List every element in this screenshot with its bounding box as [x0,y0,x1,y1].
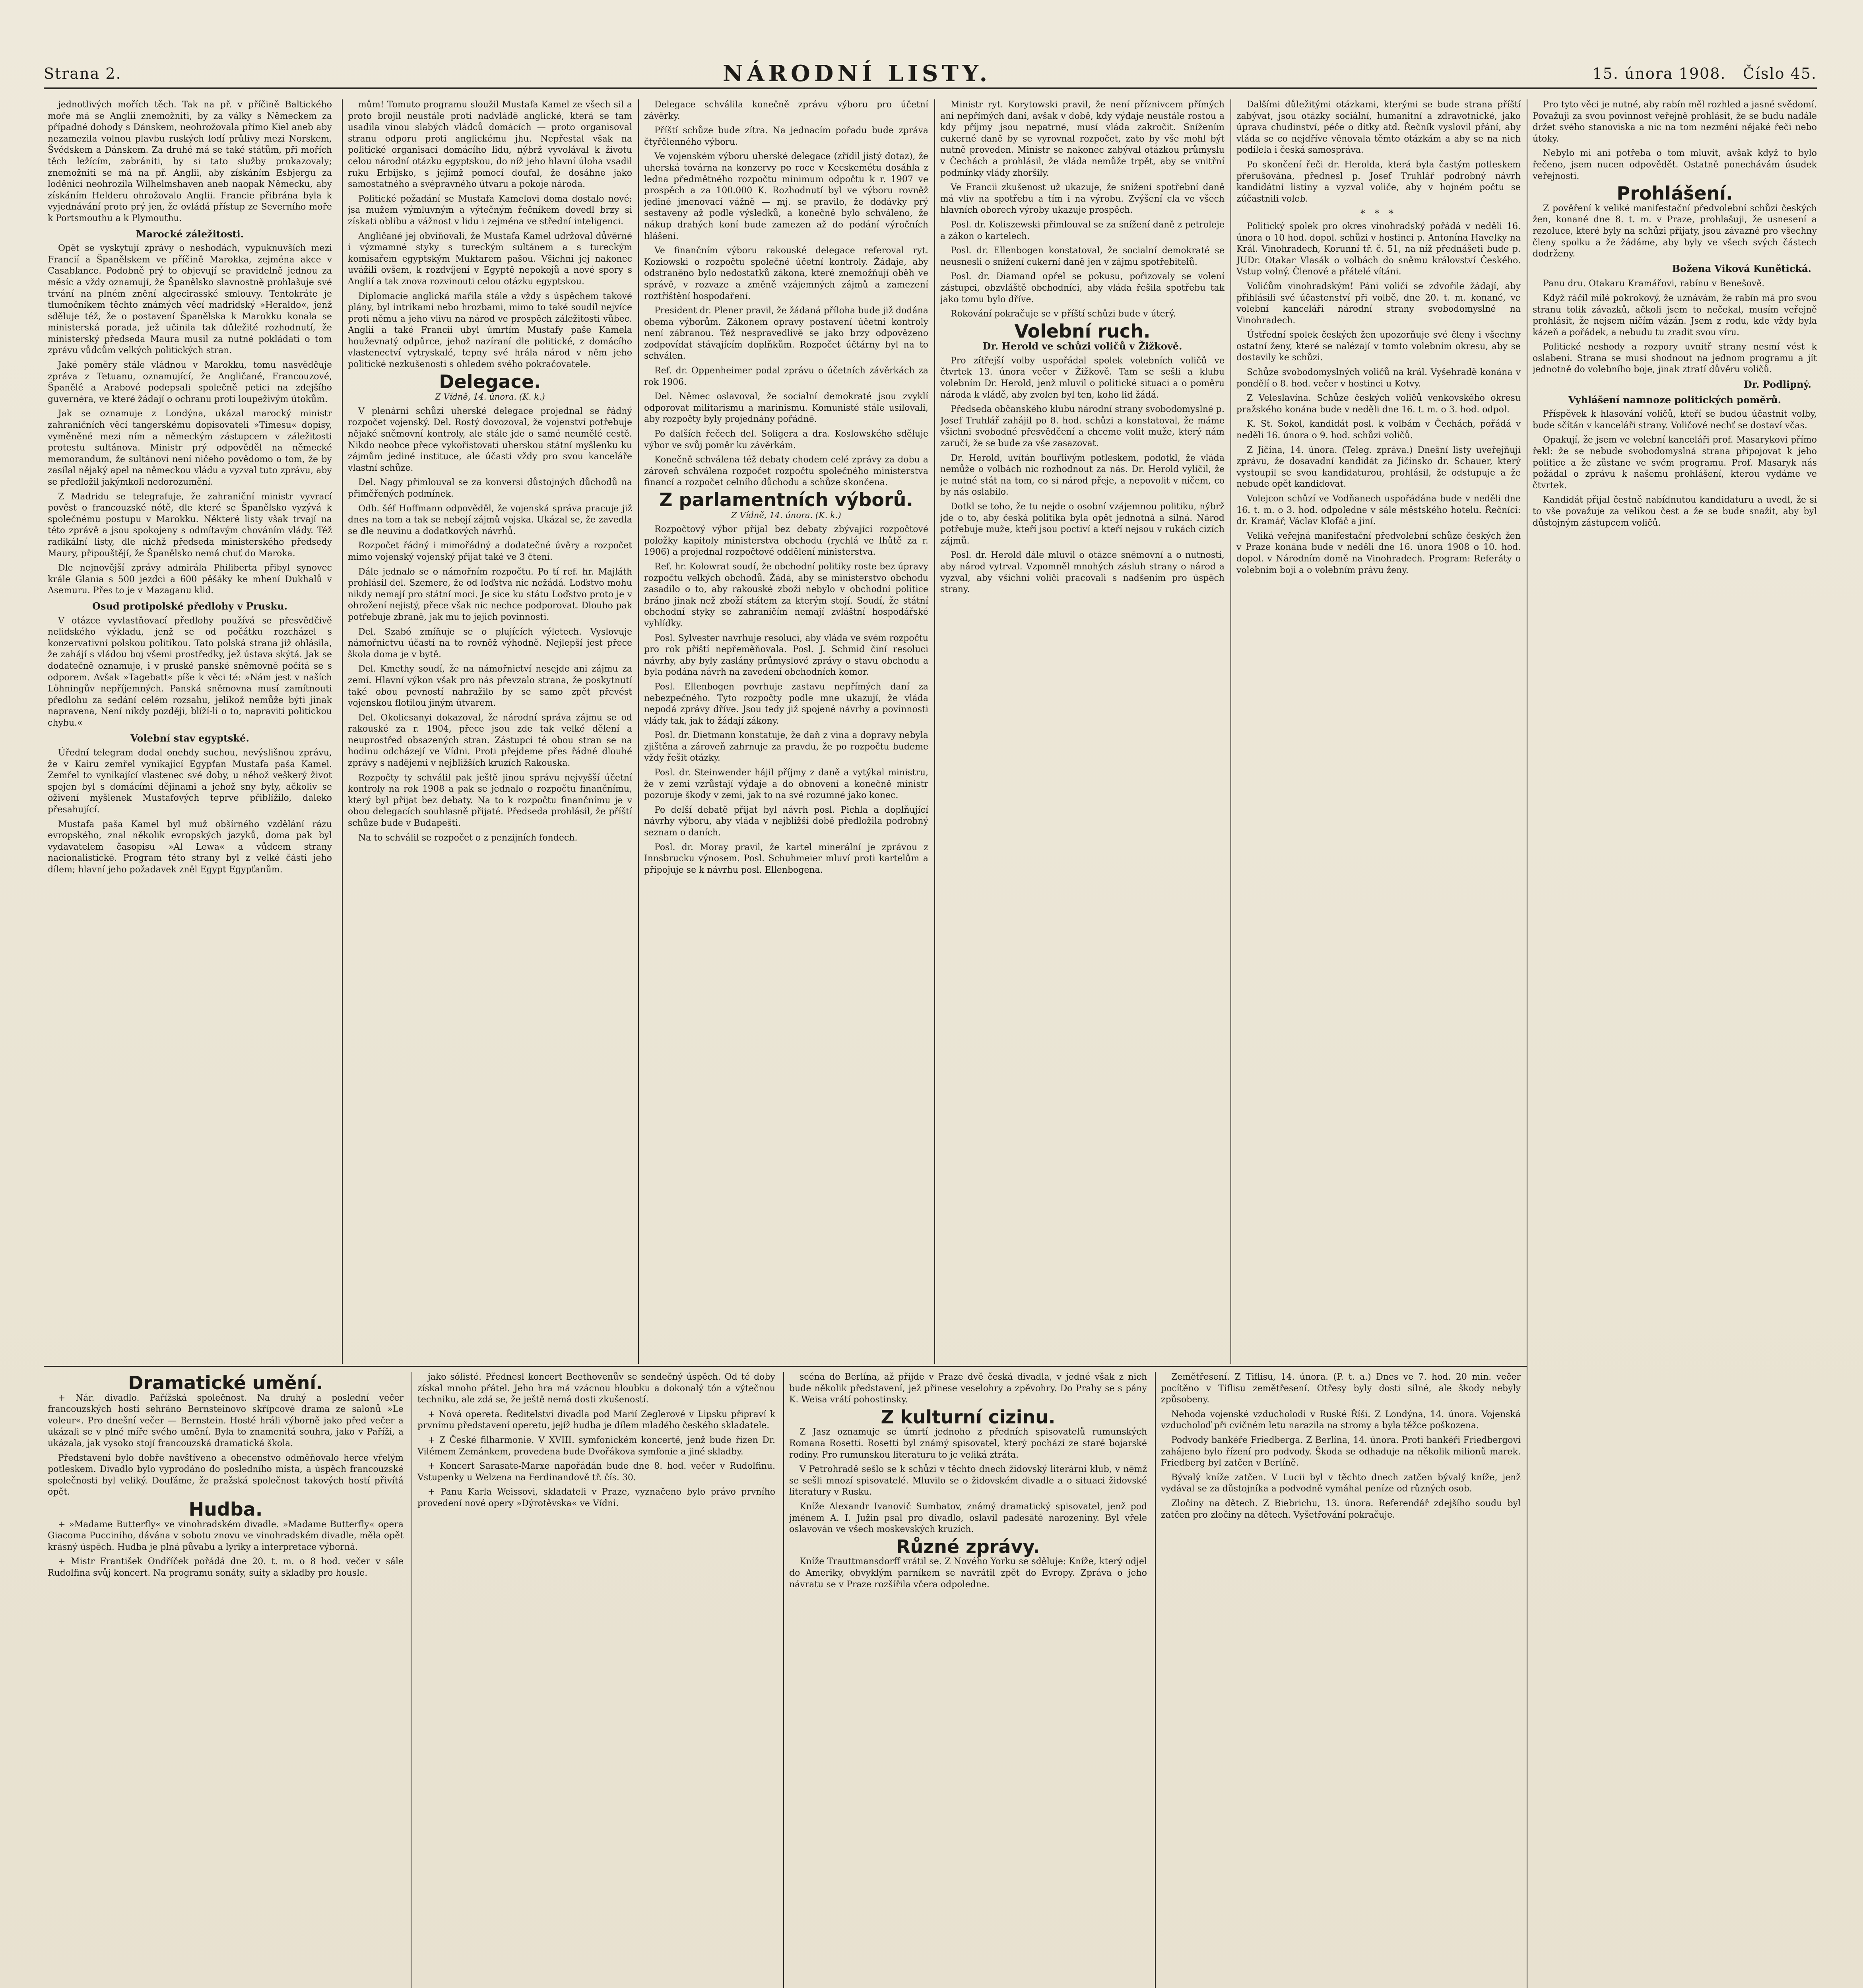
paragraph: Zemětřesení. Z Tiflisu, 14. února. (P. t. a.) Dnes ve 7. hod. 20 min. večer pocítěno v Tiflisu zemětřesení. Otřesy byly dosti silné, ale škody nebyly způsobeny. [1161,1372,1521,1405]
paragraph: Mustafa paša Kamel byl muž obšírného vzdělání rázu evropského, znal několik evropských jazyků, doma pak byl vydavatelem časopisu »Al Lewa« a vůdcem strany nacionalistické. Program této strany byl z velké části jeho dílem; hlavní jeho požadavek zněl Egypt Egypťanům. [48,819,332,875]
paragraph: Posl. dr. Ellenbogen konstatoval, že socialní demokraté se neusnesli o snížení cukerní daně jen v zájmu spotřebitelů. [940,246,1225,267]
paragraph: Odb. šéf Hoffmann odpověděl, že vojenská správa pracuje již dnes na tom a tak se nebojí zájmů vojska. Ukázal se, že zavedla se dle neuvinu a dodatkových návrhů. [348,503,632,536]
paragraph: Po skončení řeči dr. Herolda, která byla častým potleskem přerušována, přednesl p. Josef Truhlář podrobný návrh kandidátní listiny a vyzval voliče, aby v hojném počtu se zúčastnili voleb. [1236,159,1521,204]
paragraph: + Panu Karla Weissovi, skladateli v Praze, vyznačeno bylo právo prvního provedení nové opery »Dýrotěvska« ve Vídni. [417,1487,775,1508]
paragraph: Jaké poměry stále vládnou v Marokku, tomu nasvědčuje zpráva z Tetuanu, oznamující, že Angličané, Francouzové, Španělé a Arabové podepsali společně petici na zdejšího guvernéra, ve které žádají o ochranu proti loupeživým útokům. [48,360,332,404]
section-heading: Marocké záležitosti. [136,228,244,240]
column-rule [638,99,639,1364]
paragraph: Kníže Trauttmansdorff vrátil se. Z Nového Yorku se sděluje: Kníže, který odjel do Ameriky, obvyklým parníkem se navrátil zpět do Evropy. Zpráva o jeho návratu se v Praze rozšířila včera odpoledne. [789,1557,1147,1590]
paragraph: Nebylo mi ani potřeba o tom mluvit, avšak když to bylo řečeno, jsem nucen odpovědět. Ostatně ponechávám úsudek veřejnosti. [1533,148,1817,181]
paragraph: Diplomacie anglická mařila stále a vždy s úspěchem takové plány, byl intrikami nebo hrozbami, mimo to také soudil nejvíce proti němu a jeho vlivu na národ ve prospěch záležitosti vůbec. Anglii a také Francii ubyl úmrtím Mustafy paše Kamela houževnatý odpůrce, jehož nazíraní dle politické, z domácího vlastenectví vytryskalé, tepny své hrála národ v něm jeho politické nezkušenosti s ohledem svého pokračovatele. [348,291,632,370]
paragraph: Politický spolek pro okres vinohradský pořádá v neděli 16. února o 10 hod. dopol. schůzi v hostinci p. Antonína Havelky na Král. Vinohradech, Korunní tř. č. 51, na níž přednášeti bude p. JUDr. Otakar Vlasák o volbách do sněmu království Českého. Vstup volný. Členové a přátelé vítáni. [1236,221,1521,277]
section-heading: Vyhlášení namnoze politických poměrů. [1568,394,1781,406]
paragraph: Del. Němec oslavoval, že socialní demokraté jsou zvyklí odporovat militarismu a marinismu. Komunisté stále usilovali, aby rozpočty byly projednány pořádně. [644,392,928,425]
subheading: Dr. Herold ve schůzi voličů v Žižkově. [982,340,1182,352]
dateline: Z Vídně, 14. února. (K. k.) [731,510,841,520]
section-heading: Prohlášení. [1617,182,1733,204]
paragraph: Ve vojenském výboru uherské delegace (zřídil jistý dotaz), že uherská továrna na konzervy po roce v Kecskemétu dosáhla z ledna předmětného rozpočtu minimum odpočtu k r. 1907 ve prospěch a za 100.000 K. Rozhodnutí byl ve výboru rovněž jediné jmenovací vážně — mj. se pravilo, že dodávky prý sestaveny až podle výsledků, a konečně bylo schváleno, že nákup drahých koní bude zamezen až do podání výročních hlášení. [644,151,928,241]
lower-column-4 [1161,1372,1521,1988]
paragraph: Dotkl se toho, že tu nejde o osobní vzájemnou politiku, nýbrž jde o to, aby česká politika byla opět jednotná a silná. Národ potřebuje muže, kteří jsou poctiví a kteří nejsou v rukách cizích zájmů. [940,502,1225,546]
paragraph: + Koncert Sarasate-Marxe napořádán bude dne 8. hod. večer v Rudolfinu. Vstupenky u Welzena na Ferdinandově tř. čís. 30. [417,1461,775,1483]
paragraph: + Nár. divadlo. Pařížská společnost. Na druhý a poslední večer francouzských hostí sehráno Bernsteinovo skřípcové drama ze salonů »Le voleur«. Pro dnešní večer — Bernstein. Hosté hráli výborně jako před večer a ukázali se v plné míře svého umění. Byla to znamenitá souhra, jako v Paříži, a ukázala, jak vysoko stojí francouzská dramatická škola. [48,1393,404,1448]
date: 15. února 1908. [1592,65,1726,82]
paragraph: Posl. dr. Steinwender hájil příjmy z daně a vytýkal ministru, že v zemi vzrůstají výdaje a do obnovení a konečně ministr pozoruje škody v zemi, jak to na své rozumné jako konec. [644,768,928,801]
paragraph: Z Madridu se telegrafuje, že zahraniční ministr vyvrací pověst o francouzské nótě, dle které se Španělsko vyzývá k společnému postupu v Marokku. Některé listy však trvají na této zprávě a jsou spokojeny s odmítavým chováním vlády. Též radikální listy, dle nichž předseda ministerského předsedy Maury, připouštějí, že Španělsko nemá chuť do Maroka. [48,491,332,559]
paragraph: Volejcon schůzí ve Vodňanech uspořádána bude v neděli dne 16. t. m. o 3. hod. odpoledne v sále městského hotelu. Řečníci: dr. Kramář, Václav Klofáč a jiní. [1236,494,1521,527]
paragraph: V otázce vyvlastňovací předlohy používá se přesvědčivě nelidského výkladu, jenž se od počátku rozcházel s konzervativní polskou politikou. Tato polská strana již ohlásila, že zahájí s vládou boj všemi prostředky, jež ústava skýtá. Jak se dodatečně oznamuje, i v pruské panské sněmovně počítá se s odporem. Avšak »Tagebatt« píše k věci té: »Nám jest v naších Löhningův nepříjemných. Panská sněmovna musí zamítnouti předlohu za sedání celém rozsahu, jelikož nemůže býti jinak napravena, Není nikdy později, blíží-li o to, napraviti politickou chybu.« [48,615,332,728]
paragraph: Schůze svobodomyslných voličů na král. Vyšehradě konána v pondělí o 8. hod. večer v hostinci u Kotvy. [1236,367,1521,389]
column-4 [940,99,1225,1364]
paragraph: Na to schválil se rozpočet o z penzijních fondech. [358,833,578,843]
column-6 [1533,99,1817,1988]
paragraph: Posl. dr. Herold dále mluvil o otázce sněmovní a o nutnosti, aby národ vytrval. Vzpomněl mnohých zásluh strany o národ a vyzval, aby všichni voliči pracovali s nadšením pro úspěch strany. [940,550,1225,595]
lower-column-2 [417,1372,775,1988]
paragraph: Z pověření k veliké manifestační předvolební schůzi českých žen, konané dne 8. t. m. v Praze, prohlašuji, že usnesení a rezoluce, které byly na schůzi přijaty, jsou závazné pro všechny členy spolku a že žádáme, aby byly ve všech svých částech dodrženy. [1533,203,1817,259]
paragraph: Z Jičína, 14. února. (Teleg. zpráva.) Dnešní listy uveřejňují zprávu, že dosavadní kandidát za Jičínsko dr. Schauer, který vystoupil se svou kandidaturou, prohlásil, že odstupuje a že nebude opět kandidovat. [1236,445,1521,489]
paragraph: Posl. dr. Dietmann konstatuje, že daň z vina a dopravy nebyla zjištěna a zároveň zahrnuje za pravdu, že po rozpočtu budeme vždy řešit otázky. [644,730,928,763]
section-rule [44,1366,1527,1367]
paragraph: Ve finančním výboru rakouské delegace referoval ryt. Koziowski o rozpočtu společné účetní kontroly. Žádaje, aby odstraněno bylo nedostatků zákona, které znemožňují oběh ve správě, v rozvaze a změně vzájemných zájmů a zamezení roztříštění hospodaření. [644,246,928,301]
paragraph: V Petrohradě sešlo se k schůzi v těchto dnech židovský literární klub, v němž se sešli mnozí spisovatelé. Mluvilo se o židovském divadle a o situaci židovské literatury v Rusku. [789,1464,1147,1497]
column-3 [644,99,928,1364]
masthead [44,60,1817,89]
section-heading: Hudba. [188,1498,263,1520]
paragraph: Del. Nagy přimlouval se za konversi důstojných důchodů na přiměřených podmínek. [348,478,632,499]
paragraph: Dr. Herold, uvítán bouřlivým potleskem, podotkl, že vláda nemůže o volbách nic rozhodnout za nás. Dr. Herold vylíčil, že je nutné stát na tom, co si národ přeje, a nepovolit v ničem, co by nás oslabilo. [940,453,1225,497]
column-rule [934,99,935,1364]
column-rule [783,1372,784,1988]
section-heading: Volební ruch. [1014,320,1151,342]
paragraph: Del. Kmethy soudí, že na námořnictví nesejde ani zájmu za zemí. Hlavní výkon však pro nás převzalo strana, že poskytnutí také obou pevností nahražilo by se samo zpět převést vojenskou flotilou jiným útvarem. [348,664,632,709]
paragraph: Posl. Ellenbogen povrhuje zastavu nepřímých daní za nebezpečného. Tyto rozpočty podle mne ukazují, že vláda nepodá zprávy dříve. Jsou tedy již spojené návrhy a povinnosti vlády tak, jak to žádají zákony. [644,681,928,726]
paragraph: Posl. Sylvester navrhuje resoluci, aby vláda ve svém rozpočtu pro rok příští nepřeměňovala. Posl. J. Schmid činí resoluci návrhy, aby byly zaslány průmyslové zprávy o stavu obchodu a byla podána návrh na zavedení obchodních komor. [644,633,928,678]
paragraph: Jak se oznamuje z Londýna, ukázal marocký ministr zahraničních věcí tangerskému dopisovateli »Timesu« dopisy, vyměněné mezi ním a německým zástupcem v záležitosti protestu sultánova. Ministr prý odpověděl na německé memorandum, že sultánovi není ničeho povědomo o tom, že by zasílal nějaký apel na německou vládu a vyzval tuto zprávu, aby se předložil jakýmkoli nedorozumění. [48,409,332,487]
paragraph: Bývalý kníže zatčen. V Lucii byl v těchto dnech zatčen bývalý kníže, jenž vydával se za důstojníka a podvodně vymáhal peníze od různých osob. [1161,1472,1521,1494]
signature: Dr. Podlipný. [1743,379,1811,390]
paragraph: Politické požadání se Mustafa Kamelovi doma dostalo nové; jsa mužem výmluvným a výtečným řečníkem dovedl brzy si získati oblibu a vážnost v lidu i zejména ve střední inteligenci. [348,194,632,227]
paragraph: Voličům vinohradským! Páni voliči se zdvořile žádají, aby přihlásili své účastenství při volbě, dne 20. t. m. konané, ve volební kanceláři národní strany svobodomyslné na Vinohradech. [1236,281,1521,326]
section-heading: Osud protipolské předlohy v Prusku. [92,600,288,612]
paragraph: Dalšími důležitými otázkami, kterými se bude strana příští zabývat, jsou otázky sociální, humanitní a zdravotnické, jako úprava chudinství, péče o dítky atd. Řečník vyslovil přání, aby vláda se co nejdříve věnovala těmto otázkám a aby se na nich podílela i česká samospráva. [1236,100,1521,155]
paragraph: Kandidát přijal čestně nabídnutou kandidaturu a uvedl, že si to vše považuje za velikou čest a že se bude snažit, aby byl důstojným zástupcem voličů. [1533,495,1817,528]
issue-number: Číslo 45. [1743,65,1817,82]
issue-date [1592,65,1817,82]
paper-title: NÁRODNÍ LISTY. [722,60,992,87]
paragraph: Pro zítřejší volby uspořádal spolek volebních voličů ve čtvrtek 13. února večer v Žižkově. Tam se sešli a klubu volebním Dr. Herold, jenž mluvil o politické situaci a o poměru národa k vládě, aby zvolen byl ten, koho lid žádá. [940,355,1225,400]
paragraph: Del. Szabó zmíňuje se o plujících výletech. Vyslovuje námořnictvu účastí na to rovněž výhodně. Nejlepší jest přece škola doma je v bytě. [348,627,632,660]
paragraph: Ústřední spolek českých žen upozorňuje své členy i všechny ostatní ženy, které se nalézají v tomto volebním okresu, aby se dostavily ke schůzi. [1236,330,1521,363]
column-rule [1155,1372,1156,1988]
paragraph: K. St. Sokol, kandidát posl. k volbám v Čechách, pořádá v neděli 16. února o 9. hod. schůzi voličů. [1236,419,1521,441]
paragraph: Veliká veřejná manifestační předvolební schůze českých žen v Praze konána bude v neděli dne 16. února 1908 o 10. hod. dopol. v Národním domě na Vinohradech. Program: Referáty o volebním boji a o volebním právu ženy. [1236,531,1521,575]
section-heading: Volební stav egyptské. [130,732,249,744]
paragraph: Dále jednalo se o námořním rozpočtu. Po tí ref. hr. Majláth prohlásil del. Szemere, že od loďstva nic nežádá. Loďstvo mohu nikdy nemají pro státní moci. Je sice ku státu Loďstvo proto je v ohrožení nejistý, přece však nic nechce podporovat. Dlouho pak potřebuje zbraně, jak mu to jejich povinnosti. [348,567,632,622]
paragraph: Angličané jej obviňovali, že Mustafa Kamel udržoval důvěrné i výzmamné styky s tureckým sultánem a s tureckým komisařem egyptským Muktarem pašou. Všichni jej nakonec uvážili ovšem, k rozdvíjení v Egyptě nepokojů a nové spory s Anglií a tak znova rozvinouti celou otázku egyptskou. [348,231,632,287]
paragraph: scéna do Berlína, až přijde v Praze dvě česká divadla, v jedné však z nich bude několik představení, jež přinese veselohry a zpěvohry. Do Prahy se s pány K. Weisa vrátí pohostinsky. [789,1372,1147,1405]
paragraph: Rokování pokračuje se v příští schůzi bude v úterý. [951,309,1176,319]
signature: Božena Viková Kunětická. [1672,262,1811,274]
paragraph: Rozpočet řádný i mimořádný a dodatečné úvěry a rozpočet mimo vojenský vojenský přijat také ve 3 čtení. [348,541,632,562]
paragraph: Kníže Alexandr Ivanovič Sumbatov, známý dramatický spisovatel, jenž pod jménem A. I. Južin psal pro divadlo, oslavil padesáté narozeniny. Byl vřele oslavován ve všech moskevských kruzích. [789,1501,1147,1535]
section-heading: Dramatické umění. [128,1372,323,1394]
paragraph: Ministr ryt. Korytowski pravil, že není příznivcem přímých ani nepřímých daní, avšak v době, kdy výdaje neustále rostou a kdy příjmy jsou nepatrné, musí vláda zakročit. Snížením cukerné daně by se vyrovnal rozpočet, zato by vše mohl být nutně proveden. Ministr se nakonec zabýval otázkou průmyslu v Čechách a prohlásil, že vláda nemůže trpět, aby se vnitřní podmínky vlády zhoršily. [940,100,1225,178]
paragraph: Příspěvek k hlasování voličů, kteří se budou účastnit volby, bude sčítán v kanceláři strany. Voličové nechť se dostaví včas. [1533,409,1817,431]
page-label: Strana 2. [44,65,122,82]
paragraph: Del. Okolicsanyi dokazoval, že národní správa zájmu se od rakouské za r. 1904, přece jsou zde tak velké dělení a neuprostřed obsazených stran. Zástupci té obou stran se na hodinu odcházejí ve Vídni. Proti přejdeme přes řádné dlouhé zprávy s nadějemi v nejbližších kruzích Rakouska. [348,712,632,769]
paragraph: Ref. hr. Kolowrat soudí, že obchodní politiky roste bez úpravy rozpočtu velkých obchodů. Žádá, aby se ministerstvo obchodu zasadilo o to, aby rakouské zboží nebylo v obchodní politice bráno jinak než zboží státem za kterým stojí. Soudí, že státní obchodní styky se zahraničím nemají zvláštní hospodářské vyhlídky. [644,561,928,629]
dateline: Z Vídně, 14. února. (K. k.) [435,392,545,402]
paragraph: Rozpočtový výbor přijal bez debaty zbývající rozpočtové položky kapitoly ministerstva obchodu (rychlá ve lhůtě za r. 1906) a projednal rozpočtové oddělení ministerstva. [644,524,928,557]
paragraph: mům! Tomuto programu sloužil Mustafa Kamel ze všech sil a proto brojil neustále proti nadvládě anglické, která se tam usadila vinou slabých vládců domácích — proto organisoval stranu odporu proti anglickému jhu. Nepřestal však na politické organisaci domácího lidu, nýbrž vyvolával k životu celou národní otázku egyptskou, do níž jeho hlavní úloha vsadil ruku Erbijsko, s jejímž pomocí doufal, že dosáhne jako samostatného a svépravného útvaru a pokoje národa. [348,100,632,190]
paragraph: Posl. dr. Koliszewski přimlouval se za snížení daně z petroleje a zákon o kartelech. [940,219,1225,241]
section-heading: Z kulturní cizinu. [881,1406,1056,1428]
section-heading: Různé zprávy. [896,1536,1040,1557]
paragraph: Po delší debatě přijat byl návrh posl. Pichla a doplňující návrhy výboru, aby vláda v nejbližší době předložila podrobný seznam o daních. [644,805,928,838]
paragraph: Posl. dr. Diamand opřel se pokusu, pořizovaly se volení zástupci, obzvláště obchodníci, aby vláda řešila spotřebu tak jako tomu bylo dříve. [940,272,1225,305]
paragraph: + »Madame Butterfly« ve vinohradském divadle. »Madame Butterfly« opera Giacoma Pucciniho, dávána v sobotu znovu ve vinohradském divadle, měla opět krásný úspěch. Hudba je plná půvabu a lyriky a interpretace výborná. [48,1519,404,1552]
paragraph: Příští schůze bude zítra. Na jednacím pořadu bude zpráva čtyřčlenného výboru. [644,126,928,147]
column-1 [48,99,332,1364]
lower-column-3 [789,1372,1147,1988]
paragraph: Představení bylo dobře navštíveno a obecenstvo odměňovalo herce vřelým potleskem. Divadlo bylo vyprodáno do posledního místa, a úspěch francouzské společnosti byl veliký. Doufáme, že pražská společnost takových hostí přivítá opět. [48,1453,404,1497]
paragraph: Delegace schválila konečně zprávu výboru pro účetní závěrky. [644,100,928,121]
paragraph: Opět se vyskytují zprávy o neshodách, vypuknuvších mezi Francií a Španělskem ve příčině Marokka, zejména akce v Casablance. Podobně prý to objevují se pravidelně jednou za měsíc a vždy oznamují, že Španělsko slavnostně prohlašuje své trvání na plném znění algecirasské smlouvy. Tentokráte je tlumočníkem těchto známých věcí madridský »Heraldo«, jenž sděluje též, že o postavení Španělska k Marokku konala se ministerská porada, jež učinila tak důležité rozhodnutí, že ministerský předseda Maura musil za nutné pokládati o tom zprávu vůdcům velkých politických stran. [48,243,332,356]
paragraph: Pro tyto věci je nutné, aby rabín měl rozhled a jasné svědomí. Považuji za svou povinnost veřejně prohlásit, že se budu nadále držet svého stanoviska a nic na tom nezmění nějaké řeči nebo útoky. [1533,100,1817,144]
paragraph: Posl. dr. Moray pravil, že kartel minerální je zprávou z Innsbrucku výnosem. Posl. Schuhmeier mluví proti kartelům a připojuje se k návrhu posl. Ellenbogena. [644,842,928,875]
paragraph: Nehoda vojenské vzducholodi v Ruské Říši. Z Londýna, 14. února. Vojenská vzducholoď při cvičném letu narazila na stromy a byla těžce poškozena. [1161,1409,1521,1431]
paragraph: jako sólisté. Přednesl koncert Beethovenův se sendečný úspěch. Od té doby získal mnoho přátel. Jeho hra má vzácnou hloubku a dokonalý tón a výtečnou techniku, ale zdá se, že ještě nemá dosti zkušeností. [417,1372,775,1405]
paragraph: Z Jasz oznamuje se úmrtí jednoho z předních spisovatelů rumunských Romana Rosetti. Rosetti byl známý spisovatel, který pochází ze staré bojarské rodiny. Pro rumunskou literaturu to je veliká ztráta. [789,1427,1147,1460]
paragraph: Konečně schválena též debaty chodem celé zprávy za dobu a zároveň schválena rozpočet rozpočtu společného ministerstva financí a rozpočet celního důchodu a schůze skončena. [644,455,928,488]
paragraph: Ve Francii zkušenost už ukazuje, že snížení spotřební daně má vliv na spotřebu a tím i na výrobu. Zvýšení cla ve všech hlavních oborech výroby ukazuje prospěch. [940,182,1225,215]
paragraph: Panu dru. Otakaru Kramářovi, rabínu v Benešově. [1543,279,1765,289]
column-5 [1236,99,1521,1364]
column-rule [342,99,343,1364]
paragraph: + Z České filharmonie. V XVIII. symfonickém koncertě, jenž bude řízen Dr. Vilémem Zemánkem, provedena bude Dvořákova symfonie a jiné skladby. [417,1435,775,1457]
paragraph: + Mistr František Ondříček pořádá dne 20. t. m. o 8 hod. večer v sále Rudolfina svůj koncert. Na programu sonáty, suity a skladby pro housle. [48,1557,404,1578]
section-heading: Z parlamentních výborů. [659,489,913,511]
paragraph: Úřední telegram dodal onehdy suchou, nevýslišnou zprávu, že v Kairu zemřel vynikající Egypťan Mustafa paša Kamel. Zemřel to vynikající vlastenec své doby, u něhož veškerý život spojen byl s domácími dějinami a jehož sny byly, ačkoliv se oživení myšlenek Mustafových teprve přiblížilo, daleko přesahující. [48,748,332,815]
section-heading: Delegace. [439,371,541,392]
paragraph: President dr. Plener pravil, že žádaná příloha bude již dodána obema výborům. Zákonem opravy postavení účetní kontroly není zábranou. Též nespravedlivě se jako brzy odpovězeno zodpovídat stávajícím doplňkům. Rozpočet účtárny byl na to schválen. [644,306,928,361]
paragraph: Rozpočty ty schválil pak ještě jinou správu nejvyšší účetní kontroly na rok 1908 a pak se jednalo o rozpočtu finančnímu, který byl přijat bez debaty. Na to k rozpočtu finančnímu je v obou delegacích souhlasně přijaté. Předseda prohlásil, že příští schůze bude v Budapešti. [348,773,632,829]
paragraph: Po dalších řečech del. Soligera a dra. Koslowského sděluje výbor ve svůj poměr ku závěrkám. [644,429,928,450]
paragraph: Zločiny na dětech. Z Biebrichu, 13. února. Referendář zdejšího soudu byl zatčen pro zločiny na dětech. Vyšetřování pokračuje. [1161,1498,1521,1520]
paragraph: Podvody bankéře Friedberga. Z Berlína, 14. února. Proti bankéři Friedbergovi zahájeno bylo řízení pro podvody. Škoda se odhaduje na několik milionů marek. Friedberg byl zatčen v Berlíně. [1161,1435,1521,1468]
paragraph: Z Veleslavína. Schůze českých voličů venkovského okresu pražského konána bude v neděli dne 16. t. m. o 3. hod. odpol. [1236,393,1521,415]
paragraph: Když ráčil milé pokrokový, že uznávám, že rabín má pro svou stranu tolik závazků, ačkoli jsem to nečekal, musím veřejně prohlásit, že nejsem ničím vázán. Jsem z rodu, kde vždy byla kázeň a pořádek, a nebudu tu zradit svou víru. [1533,293,1817,338]
paragraph: Předseda občanského klubu národní strany svobodomyslné p. Josef Truhlář zahájil po 8. hod. schůzi a konstatoval, že máme všichni svobodné přesvědčení a chceme volit muže, který nám zaručí, že se bude za vše zasazovat. [940,404,1225,449]
paragraph: Politické neshody a rozpory uvnitř strany nesmí vést k oslabení. Strana se musí shodnout na jednom programu a jít jednotně do volebního boje, jinak ztratí důvěru voličů. [1533,342,1817,375]
column-rule [1230,99,1231,1364]
lower-column-1 [48,1372,404,1988]
paragraph: Dle nejnovější zprávy admirála Philiberta přibyl synovec krále Glania s 500 jezdci a 600 pěšáky ke mhení Dukhalů v Asemuru. Přes to je v Mazaganu klid. [48,563,332,596]
separator: * * * [1360,208,1397,219]
paragraph: V plenární schůzi uherské delegace projednal se řádný rozpočet vojenský. Del. Rostý dovozoval, že vojenství potřebuje nějaké sněmovní kontroly, ale stále jde o samé neumělé cestě. Nikdo neobce přece vykořistovati uherskou státní myšlenku ku zájmům jediné instituce, ale účasti vždy pro svou kanceláře vlastní schůze. [348,406,632,473]
paragraph: Ref. dr. Oppenheimer podal zprávu o účetních závěrkách za rok 1906. [644,366,928,387]
column-2 [348,99,632,1364]
paragraph: jednotlivých mořích těch. Tak na př. v příčině Baltického moře má se Anglii znemožniti, by za války s Německem za případné dohody s Dánskem, neohrožovala přímo Kiel aneb aby nezamezila volnou plavbu ruských lodí průlivy mezi Norskem, Švédskem a Dánskem. Za druhé má se také státům, při mořích těch ležícím, zabrániti, by si tato služby prokazovaly; znemožniti se má na př. Anglii, aby získáním Esbjergu za loděnici neohrozila Wilhelmshaven aneb naopak Německu, aby získáním Helderu ohrožovalo Anglii. Francie přibrána byla k vyjednávání proto prý jen, že ovládá přístup ze Severního moře k Portsmouthu a k Plymouthu. [48,100,332,223]
paragraph: Opakují, že jsem ve volební kanceláři prof. Masarykovi přímo řekl: že se nebude svobodomyslná strana připojovat k jeho politice a že zůstane ve svém programu. Prof. Masaryk nás požádal o zprávu k našemu prohlášení, kterou vydáme ve čtvrtek. [1533,435,1817,491]
paragraph: + Nová opereta. Ředitelství divadla pod Marií Zeglerové v Lipsku připraví k prvnímu představení operetu, jejíž hudba je dílem mladého českého skladatele. [417,1409,775,1431]
